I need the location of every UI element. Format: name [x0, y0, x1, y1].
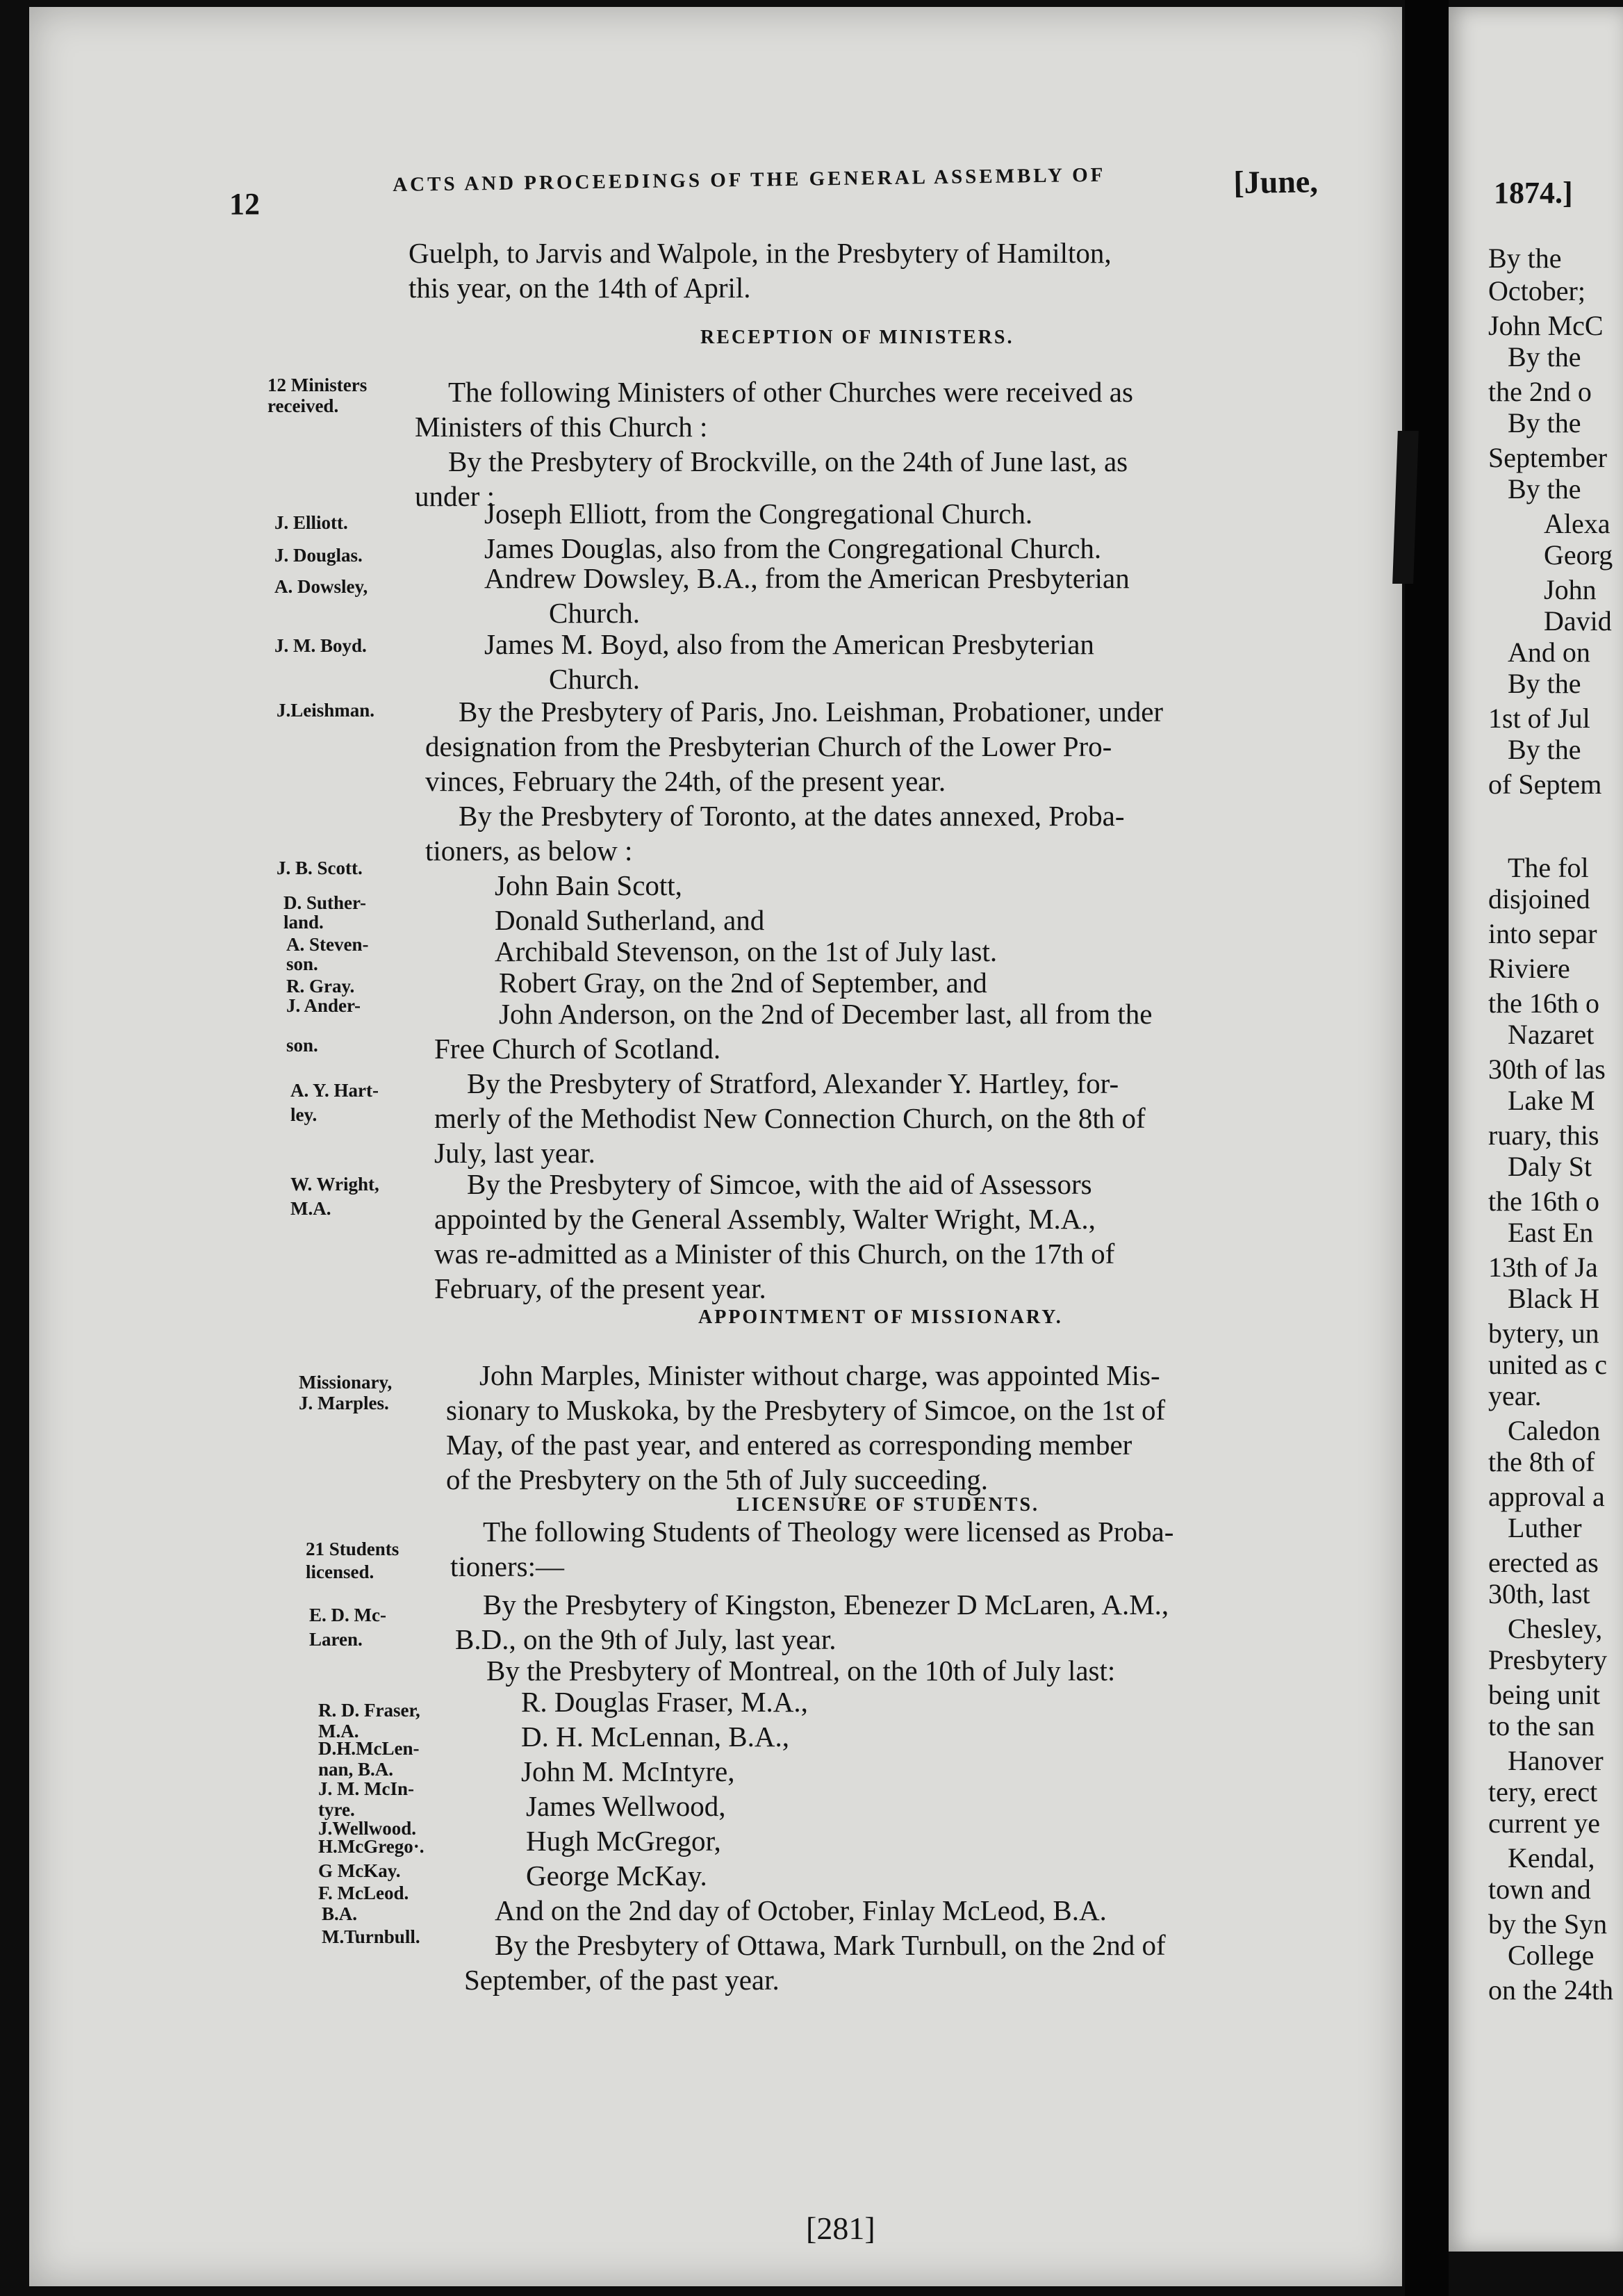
body-line: John Bain Scott,	[495, 869, 682, 901]
body-line: Church.	[549, 663, 640, 695]
margin-note: Laren.	[309, 1629, 363, 1650]
right-page-line: By the	[1488, 243, 1562, 274]
right-page-line: Black H	[1508, 1283, 1600, 1314]
right-page-line: By the	[1508, 341, 1581, 372]
body-line: By the Presbytery of Simcoe, with the aid of Assessors	[467, 1168, 1092, 1200]
right-page-line: Luther	[1508, 1512, 1582, 1543]
right-page-line: disjoined	[1488, 883, 1590, 915]
body-line: James Douglas, also from the Congregational Church.	[484, 532, 1102, 564]
right-page-line: 1st of Jul	[1488, 703, 1590, 734]
right-page-line: town and	[1488, 1873, 1591, 1905]
right-page-line: John McC	[1488, 310, 1604, 341]
right-page-line: Kendal,	[1508, 1842, 1595, 1873]
body-line: D. H. McLennan, B.A.,	[521, 1721, 790, 1753]
right-page-line: The fol	[1508, 852, 1589, 883]
margin-note: E. D. Mc-	[309, 1605, 386, 1625]
right-page-line: David	[1544, 605, 1612, 637]
margin-note: received.	[267, 395, 339, 416]
right-page-line: By the	[1508, 407, 1581, 438]
margin-note: J. M. McIn-	[318, 1778, 414, 1799]
body-line: sionary to Muskoka, by the Presbytery of Simcoe, on the 1st of	[446, 1394, 1166, 1426]
body-line: under :	[415, 480, 495, 512]
body-line: The following Ministers of other Churches were received as	[448, 376, 1133, 408]
right-page-line: on the 24th	[1488, 1974, 1613, 2006]
body-line: appointed by the General Assembly, Walter Wright, M.A.,	[434, 1203, 1096, 1235]
body-line: B.D., on the 9th of July, last year.	[455, 1623, 837, 1655]
right-page-line: the 2nd o	[1488, 376, 1592, 407]
body-line: R. Douglas Fraser, M.A.,	[521, 1686, 808, 1718]
margin-note: G McKay.	[318, 1860, 401, 1881]
margin-note: A. Y. Hart-	[290, 1080, 379, 1101]
right-page-line: the 16th o	[1488, 1186, 1599, 1217]
margin-note: son.	[286, 1035, 318, 1056]
margin-note: J. Elliott.	[274, 512, 348, 533]
body-line: February, of the present year.	[434, 1272, 766, 1304]
body-line: By the Presbytery of Toronto, at the dates annexed, Proba-	[459, 800, 1125, 832]
body-line: designation from the Presbyterian Church of the Lower Pro-	[425, 730, 1112, 762]
body-line: George McKay.	[526, 1860, 707, 1892]
margin-note: J.Wellwood.	[318, 1818, 417, 1839]
margin-note: J. B. Scott.	[277, 858, 363, 878]
body-line: May, of the past year, and entered as corresponding member	[446, 1429, 1132, 1461]
right-page-line: By the	[1508, 473, 1581, 505]
margin-note: F. McLeod.	[318, 1883, 409, 1903]
body-line: Ministers of this Church :	[415, 411, 708, 443]
margin-note: J. Douglas.	[274, 545, 363, 566]
right-page-line: Daly St	[1508, 1151, 1592, 1182]
right-page-line: approval a	[1488, 1481, 1605, 1512]
margin-note: land.	[283, 912, 324, 933]
body-line: John Marples, Minister without charge, was appointed Mis-	[479, 1359, 1160, 1391]
margin-note: 12 Ministers	[267, 375, 368, 395]
page-number: 12	[229, 187, 260, 221]
section-heading-reception: RECEPTION OF MINISTERS.	[700, 327, 1014, 348]
right-page-line: the 8th of	[1488, 1446, 1595, 1477]
body-line: By the Presbytery of Stratford, Alexander Y. Hartley, for-	[467, 1067, 1119, 1099]
right-page-line: College	[1508, 1940, 1595, 1971]
margin-note: tyre.	[318, 1799, 355, 1820]
margin-note: R. D. Fraser,	[318, 1700, 420, 1721]
body-line: James M. Boyd, also from the American Presbyterian	[484, 628, 1094, 660]
right-page-line: united as c	[1488, 1349, 1608, 1380]
right-page-line: Chesley,	[1508, 1613, 1603, 1644]
right-page-line: October;	[1488, 275, 1585, 306]
body-line: John Anderson, on the 2nd of December last, all from the	[499, 998, 1153, 1030]
body-line: was re-admitted as a Minister of this Church, on the 17th of	[434, 1238, 1115, 1270]
right-page-line: erected as	[1488, 1547, 1599, 1578]
right-page-line: being unit	[1488, 1679, 1601, 1710]
body-line: James Wellwood,	[526, 1790, 726, 1822]
margin-note: A. Dowsley,	[274, 576, 368, 597]
right-page-line: By the	[1508, 734, 1581, 765]
right-page-line: Riviere	[1488, 953, 1570, 984]
right-page-header: 1874.]	[1494, 176, 1573, 210]
margin-note: son.	[286, 953, 318, 974]
right-page-line: John	[1544, 574, 1597, 605]
margin-note: licensed.	[306, 1561, 374, 1582]
page-footer: [281]	[806, 2211, 875, 2246]
body-line: Joseph Elliott, from the Congregational Church.	[484, 498, 1033, 530]
body-line: Hugh McGregor,	[526, 1825, 721, 1857]
right-page-line: Lake M	[1508, 1085, 1595, 1116]
right-page-line: Nazaret	[1508, 1019, 1595, 1050]
body-line: merly of the Methodist New Connection Church, on the 8th of	[434, 1102, 1146, 1134]
right-page-line: Presbytery	[1488, 1644, 1608, 1675]
right-page-line: September	[1488, 442, 1608, 473]
margin-note: Missionary,	[299, 1372, 393, 1393]
body-line: Robert Gray, on the 2nd of September, and	[499, 967, 987, 999]
body-line: And on the 2nd day of October, Finlay McLeod, B.A.	[495, 1894, 1107, 1926]
body-line: vinces, February the 24th, of the present year.	[425, 765, 946, 797]
margin-note: nan, B.A.	[318, 1759, 394, 1780]
body-line: John M. McIntyre,	[521, 1755, 735, 1787]
right-page-line: 13th of Ja	[1488, 1252, 1598, 1283]
right-page-line: Georg	[1544, 539, 1613, 571]
right-page-line: to the san	[1488, 1710, 1595, 1741]
margin-note: D.H.McLen-	[318, 1738, 420, 1759]
body-line: Archibald Stevenson, on the 1st of July last.	[495, 935, 998, 967]
right-page-line: By the	[1508, 668, 1581, 699]
running-title: ACTS AND PROCEEDINGS OF THE GENERAL ASSEMBLY OF	[393, 163, 1106, 196]
right-page-line: by the Syn	[1488, 1908, 1608, 1940]
right-page-line: into separ	[1488, 918, 1597, 949]
right-page-line: current ye	[1488, 1807, 1601, 1839]
body-line: Church.	[549, 597, 640, 629]
right-page-line: East En	[1508, 1217, 1594, 1248]
right-page-line: Alexa	[1544, 508, 1610, 539]
margin-note: 21 Students	[306, 1539, 399, 1559]
right-page-line: Caledon	[1508, 1415, 1601, 1446]
right-page-line: tery, erect	[1488, 1776, 1598, 1807]
margin-note: B.A.	[322, 1903, 358, 1924]
body-line: Free Church of Scotland.	[434, 1033, 721, 1065]
body-line: Andrew Dowsley, B.A., from the American Presbyterian	[484, 562, 1130, 594]
margin-note: J. M. Boyd.	[274, 635, 367, 656]
body-line: tioners, as below :	[425, 835, 633, 867]
body-line: The following Students of Theology were licensed as Proba-	[483, 1516, 1174, 1548]
body-line: By the Presbytery of Ottawa, Mark Turnbull, on the 2nd of	[495, 1929, 1166, 1961]
book-binding	[1405, 0, 1449, 2296]
right-page-line: Hanover	[1508, 1745, 1604, 1776]
right-page-line: year.	[1488, 1380, 1542, 1411]
body-line: Donald Sutherland, and	[495, 904, 765, 936]
margin-note: H.McGrego·.	[318, 1836, 425, 1857]
margin-note: D. Suther-	[283, 892, 366, 913]
margin-note: J. Marples.	[299, 1393, 389, 1413]
body-line: By the Presbytery of Kingston, Ebenezer D McLaren, A.M.,	[483, 1589, 1169, 1621]
right-page-line: bytery, un	[1488, 1318, 1599, 1349]
margin-note: W. Wright,	[290, 1174, 379, 1195]
body-line: By the Presbytery of Montreal, on the 10th of July last:	[486, 1655, 1116, 1687]
margin-note: ley.	[290, 1104, 318, 1125]
right-page-line: the 16th o	[1488, 987, 1599, 1019]
margin-note: A. Steven-	[286, 934, 369, 955]
running-date: [June,	[1233, 163, 1319, 200]
right-page-line: of Septem	[1488, 769, 1602, 800]
right-page-line: And on	[1508, 637, 1590, 668]
body-line: By the Presbytery of Paris, Jno. Leishman, Probationer, under	[459, 696, 1164, 728]
margin-note: M.A.	[318, 1721, 359, 1741]
body-line: tioners:—	[450, 1550, 564, 1582]
body-line: September, of the past year.	[464, 1964, 780, 1996]
body-line: of the Presbytery on the 5th of July succeeding.	[446, 1463, 988, 1495]
section-heading-appointment: APPOINTMENT OF MISSIONARY.	[698, 1306, 1063, 1328]
margin-note: M.A.	[290, 1198, 331, 1219]
body-line: By the Presbytery of Brockville, on the 24th of June last, as	[448, 445, 1128, 477]
body-line: July, last year.	[434, 1137, 595, 1169]
body-line: this year, on the 14th of April.	[409, 272, 751, 304]
right-page-line: 30th of las	[1488, 1053, 1606, 1085]
margin-note: J.Leishman.	[277, 700, 375, 721]
margin-note: M.Turnbull.	[322, 1926, 420, 1947]
right-page-line: ruary, this	[1488, 1120, 1599, 1151]
margin-note: R. Gray.	[286, 976, 355, 997]
right-page-line: 30th, last	[1488, 1578, 1590, 1609]
margin-note: J. Ander-	[286, 995, 361, 1016]
section-heading-licensure: LICENSURE OF STUDENTS.	[736, 1494, 1040, 1516]
body-line: Guelph, to Jarvis and Walpole, in the Presbytery of Hamilton,	[409, 237, 1112, 269]
